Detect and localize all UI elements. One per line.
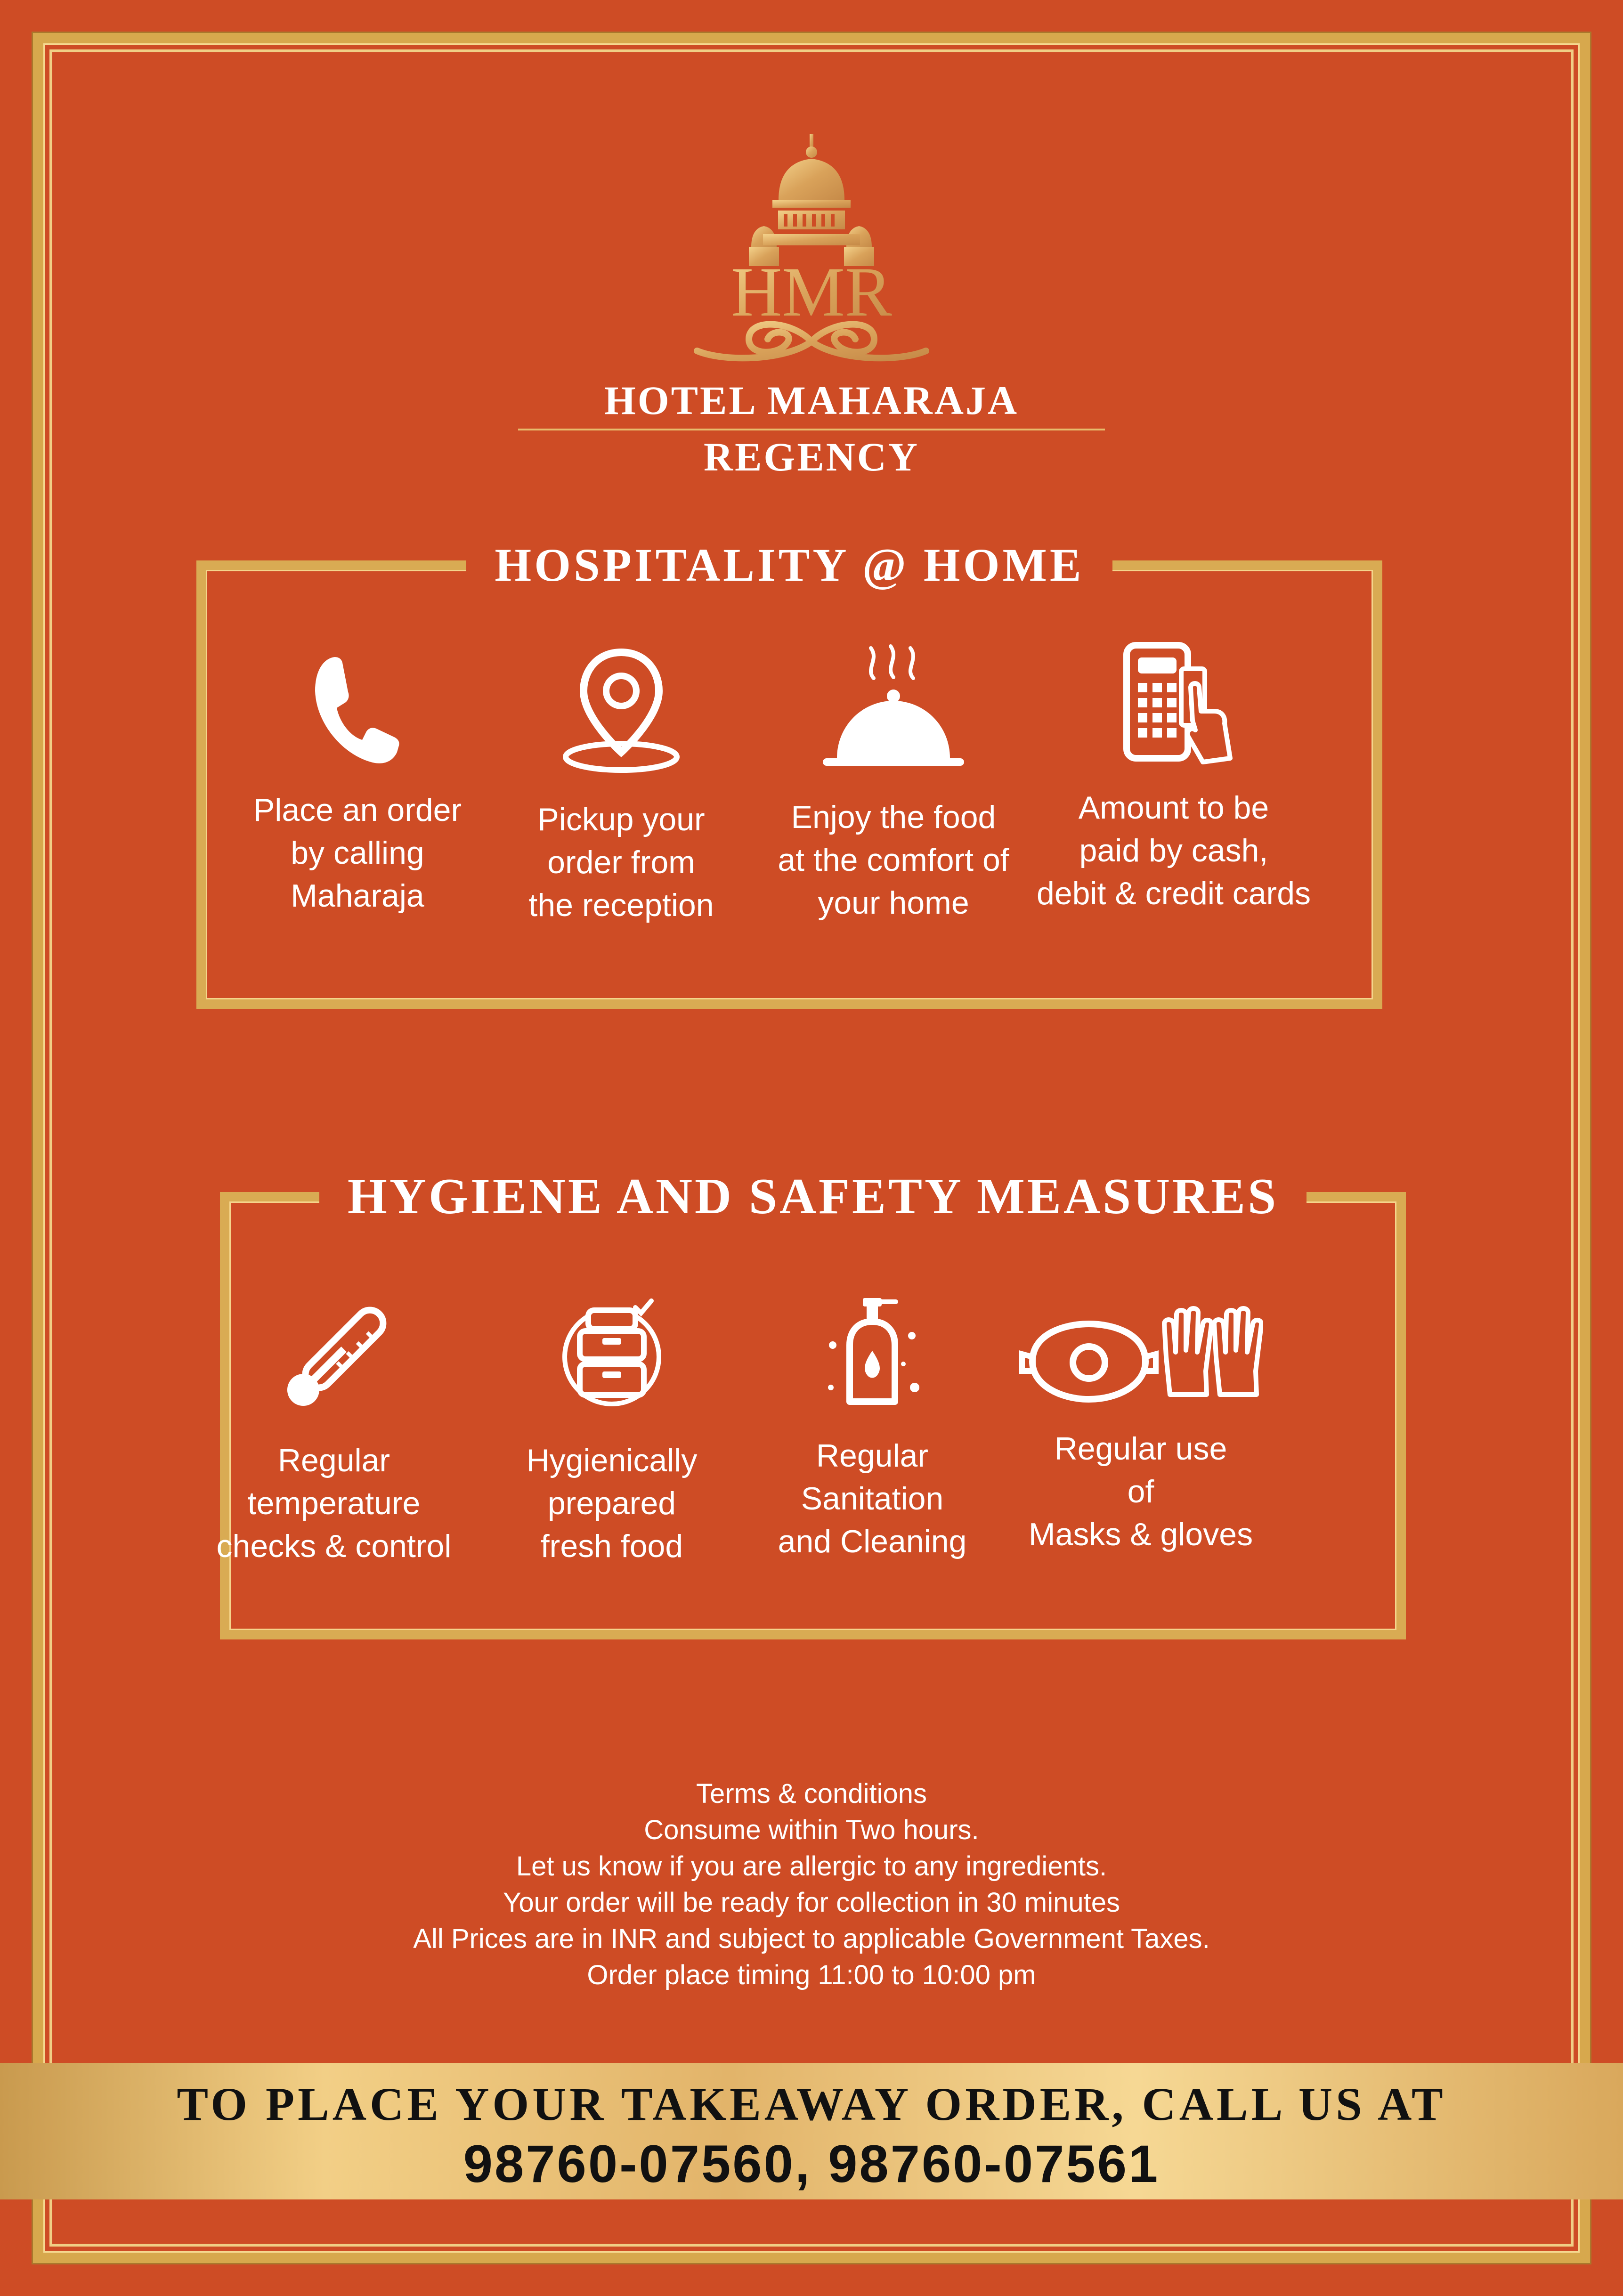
phone-icon	[301, 648, 414, 770]
feature-masks-gloves	[976, 1305, 1306, 1556]
terms-line: Consume within Two hours.	[644, 1815, 979, 1845]
thermometer-icon	[268, 1298, 400, 1420]
feature-payment	[1009, 641, 1339, 915]
feature-label: Amount to be paid by cash, debit & credit cards	[1036, 790, 1311, 911]
hospitality-title: HOSPITALITY @ HOME	[206, 532, 1373, 598]
hygiene-title: HYGIENE AND SAFETY MEASURES	[229, 1164, 1396, 1230]
feature-label: Regular temperature checks & control	[216, 1443, 452, 1564]
terms-and-conditions	[188, 1776, 1435, 1993]
feature-label: Place an order by calling Maharaja	[253, 792, 462, 914]
hotel-name: HOTEL MAHARAJA REGENCY	[518, 372, 1105, 430]
terms-heading: Terms & conditions	[696, 1778, 927, 1809]
feature-label: Regular Sanitation and Cleaning	[778, 1438, 967, 1559]
hygiene-panel	[216, 1168, 1406, 1639]
banner-cta: TO PLACE YOUR TAKEAWAY ORDER, CALL US AT	[177, 2078, 1446, 2130]
mask-gloves-icon	[1018, 1305, 1263, 1409]
feature-label: Enjoy the food at the comfort of your home	[778, 799, 1009, 921]
hospitality-panel	[196, 539, 1382, 1009]
sanitizer-icon	[816, 1293, 929, 1416]
terms-line: All Prices are in INR and subject to applicable Government Taxes.	[413, 1923, 1210, 1954]
svg-text:HMR: HMR	[731, 253, 892, 331]
banner-phone-numbers[interactable]: 98760-07560, 98760-07561	[463, 2134, 1160, 2193]
terms-line: Order place timing 11:00 to 10:00 pm	[587, 1960, 1036, 1990]
food-cloche-icon	[818, 641, 969, 777]
food-container-icon	[555, 1293, 668, 1420]
terms-line: Your order will be ready for collection in 30 minutes	[503, 1887, 1120, 1918]
feature-label: Pickup your order from the reception	[528, 802, 714, 923]
feature-label: Hygienically prepared fresh food	[526, 1443, 698, 1564]
order-call-banner	[0, 2063, 1623, 2199]
hotel-logo-icon	[678, 130, 945, 384]
card-payment-icon	[1098, 641, 1249, 768]
location-pin-icon	[555, 648, 687, 779]
terms-line: Let us know if you are allergic to any ingredients.	[516, 1851, 1107, 1882]
feature-label: Regular use of Masks & gloves	[1028, 1431, 1253, 1552]
